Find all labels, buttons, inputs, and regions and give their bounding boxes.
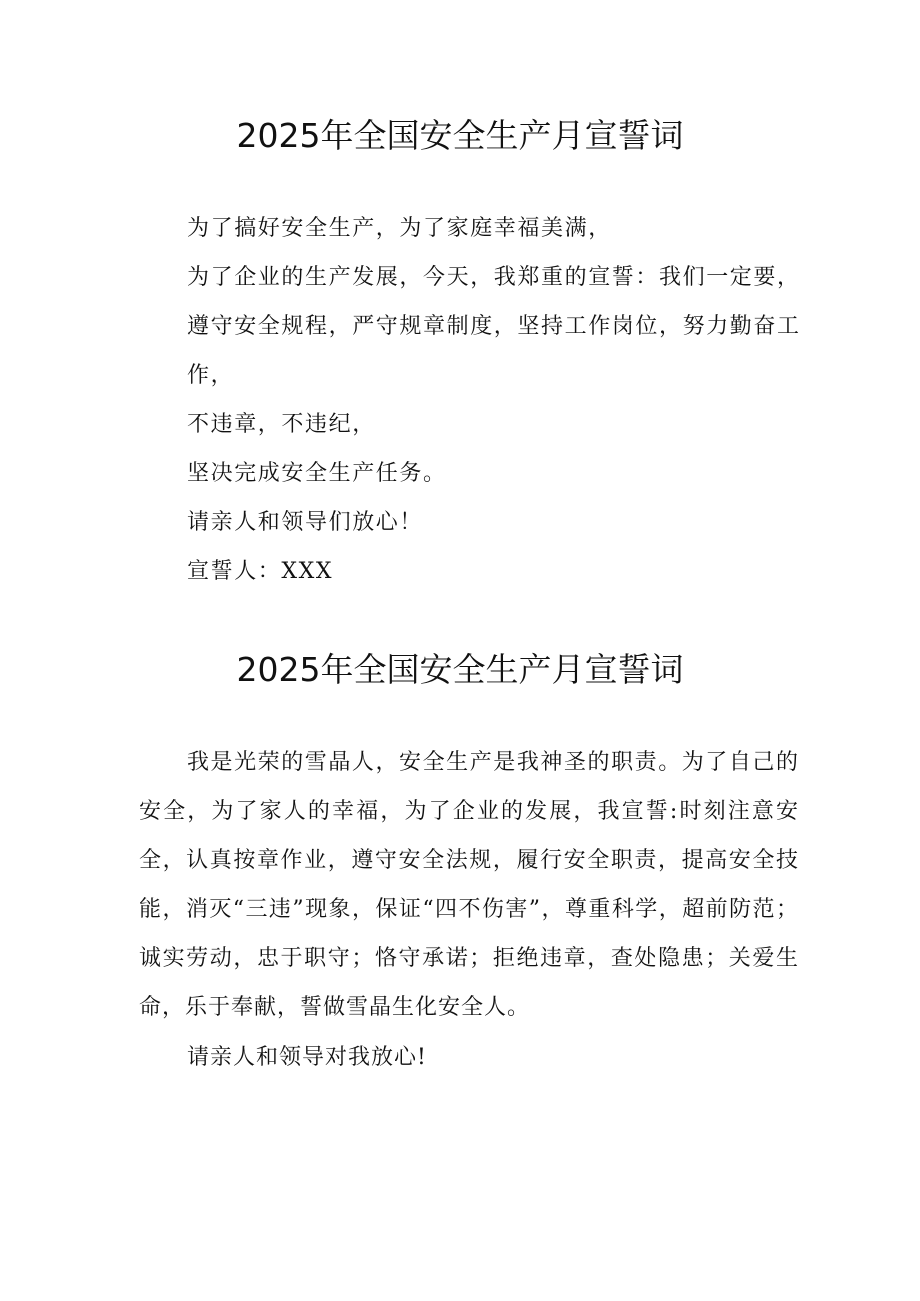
oath-line: 请亲人和领导们放心！ xyxy=(187,510,424,535)
oath-paragraph: 我是光荣的雪晶人，安全生产是我神圣的职责。为了自己的安全，为了家人的幸福，为了企业的发展，我宣誓:时刻注意安全，认真按章作业，遵守安全法规，履行安全职责，提高安全技能，消灭“三违”现象，保证“四不伤害”，尊重科学，超前防范；诚实劳动，忠于职守；恪守承诺；拒绝违章，查处隐患；关爱生命，乐于奉献，誓做雪晶生化安全人。 xyxy=(139,750,799,1020)
oath-line: 不违章，不违纪， xyxy=(187,412,376,437)
oath-signatory: 宣誓人：XXX xyxy=(187,559,334,584)
oath-line: 遵守安全规程，严守规章制度，坚持工作岗位，努力勤奋工 xyxy=(187,314,801,339)
page-title: 2025年全国安全生产月宣誓词 xyxy=(236,116,684,155)
oath-closing: 请亲人和领导对我放心! xyxy=(187,1045,427,1070)
oath-line: 为了搞好安全生产，为了家庭幸福美满， xyxy=(187,216,612,241)
oath-line: 作， xyxy=(187,363,235,388)
section-title: 2025年全国安全生产月宣誓词 xyxy=(236,650,684,689)
oath-line: 坚决完成安全生产任务。 xyxy=(187,461,447,486)
oath-line: 为了企业的生产发展，今天，我郑重的宣誓：我们一定要， xyxy=(187,265,801,290)
